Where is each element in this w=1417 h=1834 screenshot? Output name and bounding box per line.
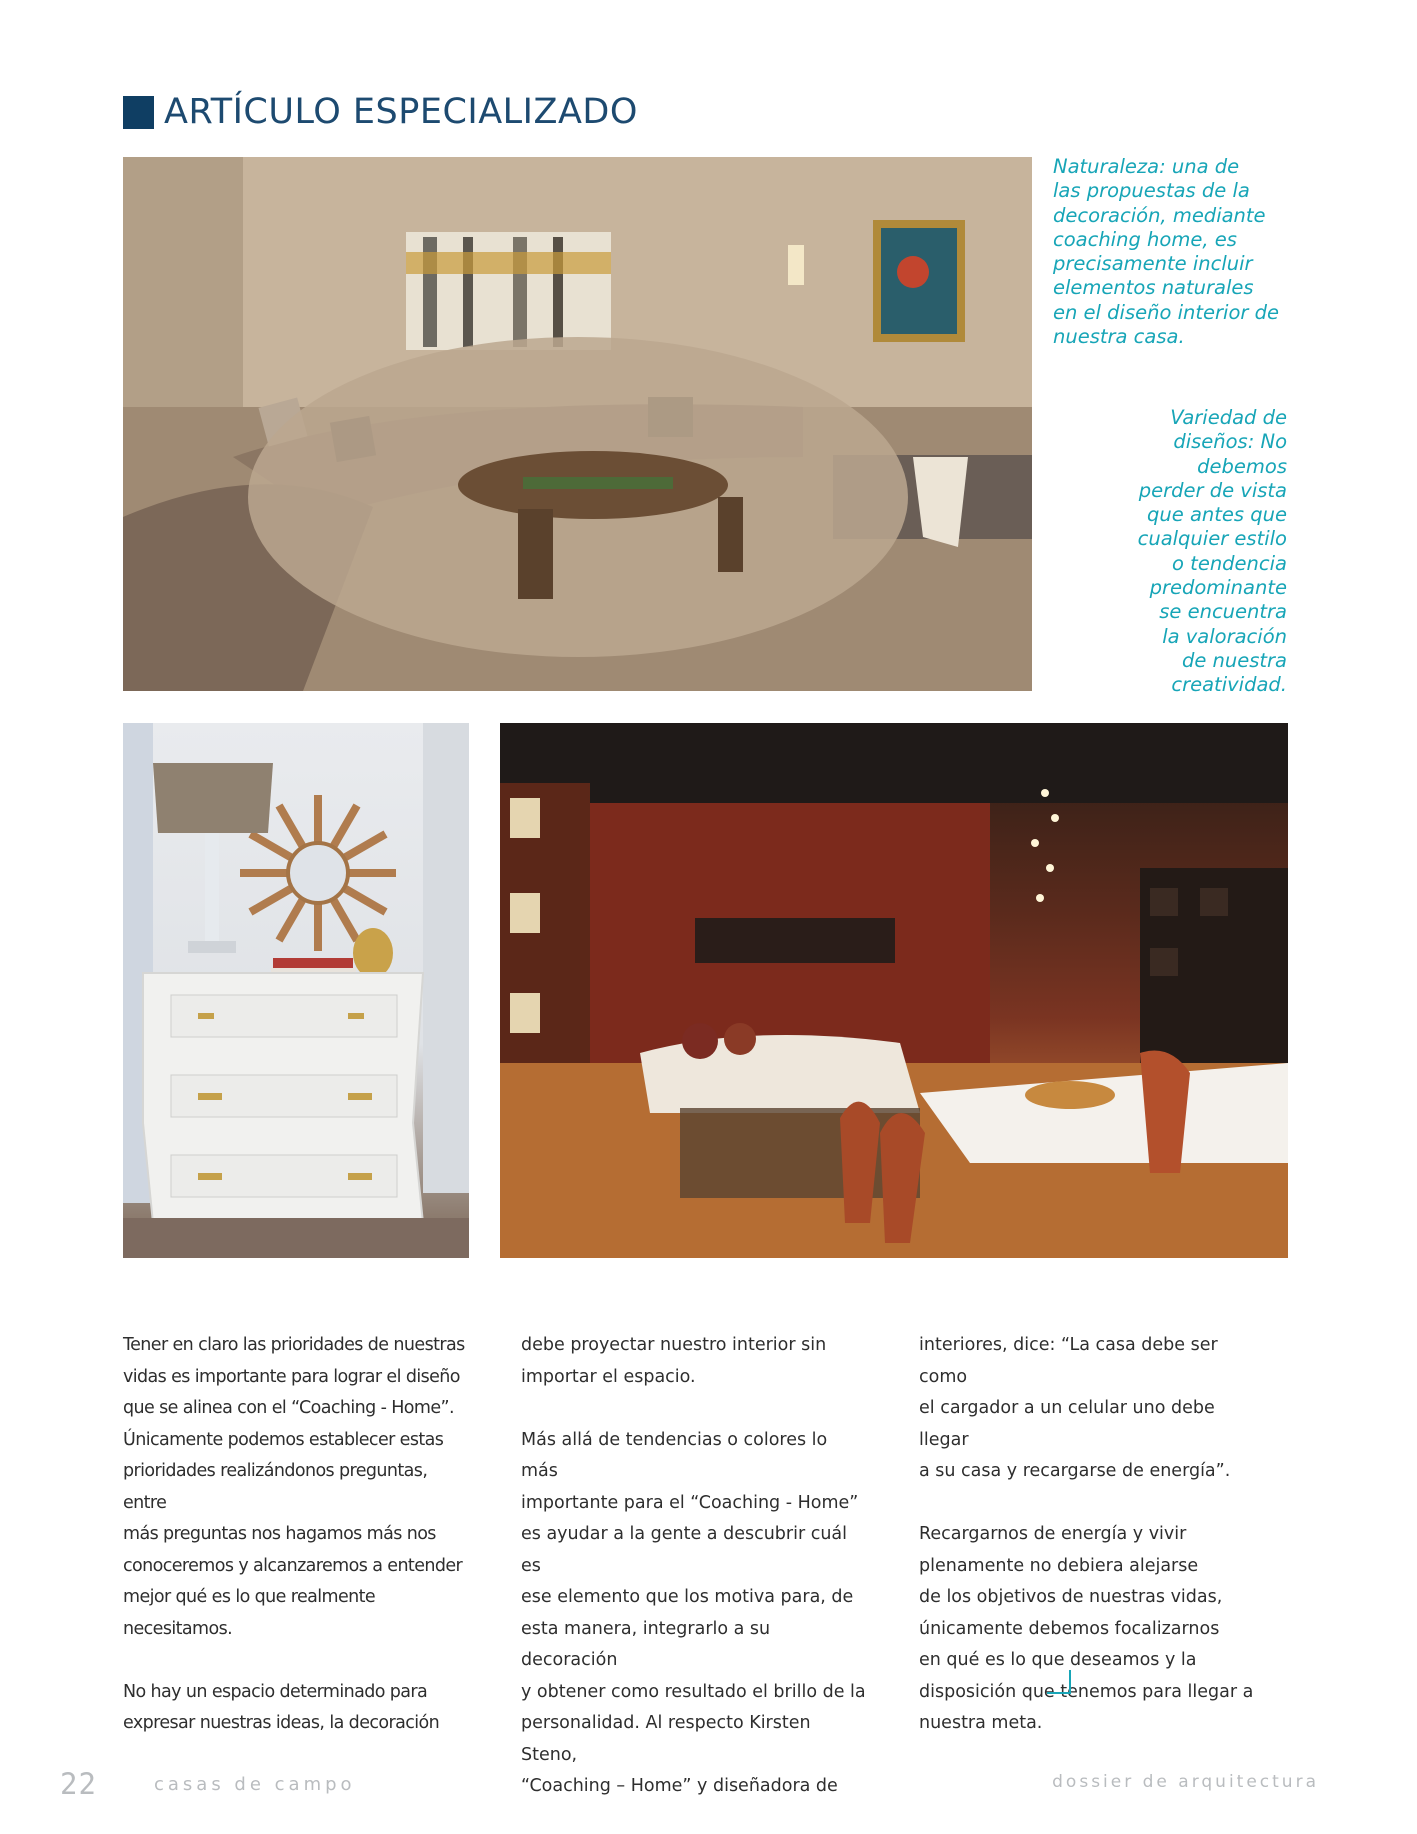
article-column-2 [521, 1330, 866, 1834]
showroom-photo [500, 723, 1288, 1258]
section-marker-square [123, 96, 154, 129]
paragraph: Más allá de tendencias o colores lo más importante para el “Coaching - Home” es ayudar a la gente a descubrir cuál es ese elemento que los motiva para, de esta manera, integrarlo a su decoración y obtener como resultado el brillo de la personalidad. Al respecto Kirsten Steno, “Coaching – Home” y diseñadora de [521, 1429, 866, 1796]
showroom-illustration [500, 723, 1288, 1258]
nightstand-illustration [123, 723, 469, 1258]
paragraph: Recargarnos de energía y vivir plenamente no debiera alejarse de los objetivos de nuestras vidas, únicamente debemos focalizarnos en qué es lo que deseamos y la disposición que tenemos para llegar a nuestra meta. [919, 1524, 1254, 1733]
photo-caption-variedad: Variedad de diseños: No debemos perder de vista que antes que cualquier estilo o tendencia predominante se encuentra la valoración de nuestra creatividad. [1137, 406, 1287, 697]
paragraph: debe proyectar nuestro interior sin importar el espacio. [521, 1335, 827, 1387]
magazine-name: casas de campo [154, 1774, 356, 1795]
article-column-3 [919, 1330, 1264, 1771]
paragraph: interiores, dice: “La casa debe ser como el cargador a un celular uno debe llegar a su casa y recargarse de energía”. [919, 1335, 1231, 1481]
living-room-illustration [123, 157, 1032, 691]
section-title: ARTÍCULO ESPECIALIZADO [164, 92, 638, 132]
photo-caption-naturaleza: Naturaleza: una de las propuestas de la decoración, mediante coaching home, es precisamente incluir elementos naturales en el diseño interior de nuestra casa. [1053, 155, 1279, 349]
section-header [123, 90, 638, 134]
article-column-1 [123, 1330, 468, 1771]
footer-section-name: dossier de arquitectura [1052, 1772, 1319, 1792]
paragraph: No hay un espacio determinado para expresar nuestras ideas, la decoración [123, 1681, 440, 1733]
living-room-photo [123, 157, 1032, 691]
nightstand-photo [123, 723, 469, 1258]
article-end-mark [1047, 1670, 1071, 1694]
page-number: 22 [60, 1767, 97, 1801]
paragraph: Tener en claro las prioridades de nuestras vidas es importante para lograr el diseño que se alinea con el “Coaching - Home”. Únicamente podemos establecer estas prioridades realizándonos preguntas, entre más preguntas nos hagamos más nos conoceremos y alcanzaremos a entender mejor qué es lo que realmente necesitamos. [123, 1335, 465, 1639]
